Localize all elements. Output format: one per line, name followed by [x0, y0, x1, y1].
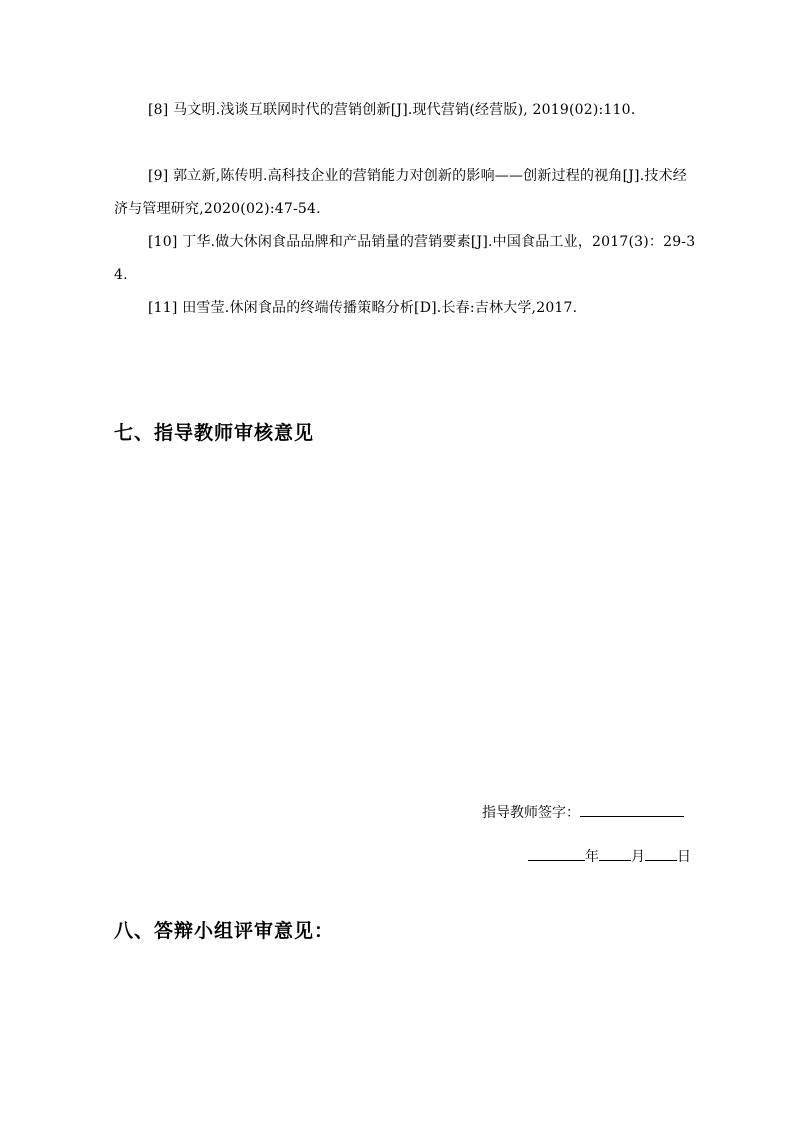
reference-item-11	[114, 292, 699, 325]
section-8-title: 八、答辩小组评审意见：	[114, 920, 335, 942]
advisor-signature-row	[482, 802, 684, 823]
month-label: 月	[631, 849, 645, 865]
reference-number: [11]	[148, 300, 178, 316]
reference-text: 田雪莹.休闲食品的终端传播策略分析[D].长春:吉林大学,2017.	[177, 300, 578, 316]
reference-number: [10]	[148, 234, 178, 250]
reference-item-9	[114, 160, 699, 226]
day-label: 日	[677, 849, 691, 865]
month-field[interactable]	[599, 846, 631, 861]
day-field[interactable]	[645, 846, 677, 861]
reference-text: 马文明.浅谈互联网时代的营销创新[J].现代营销(经营版), 2019(02):110.	[168, 102, 636, 118]
signature-field[interactable]	[580, 802, 684, 817]
reference-item-8	[114, 94, 699, 127]
section-7-title: 七、指导教师审核意见	[114, 422, 315, 444]
reference-number: [9]	[148, 168, 169, 184]
reference-text: 郭立新,陈传明.高科技企业的营销能力对创新的影响——创新过程的视角[J].技术经济与管理研究,2020(02):47-54.	[114, 168, 687, 217]
reference-item-10	[114, 226, 699, 292]
reference-number: [8]	[148, 102, 169, 118]
year-label: 年	[585, 849, 599, 865]
signature-label: 指导教师签字：	[482, 805, 580, 821]
year-field[interactable]	[528, 846, 585, 861]
reference-text: 丁华.做大休闲食品品牌和产品销量的营销要素[J].中国食品工业，2017(3)：29-34.	[114, 234, 696, 283]
date-row	[528, 846, 691, 867]
